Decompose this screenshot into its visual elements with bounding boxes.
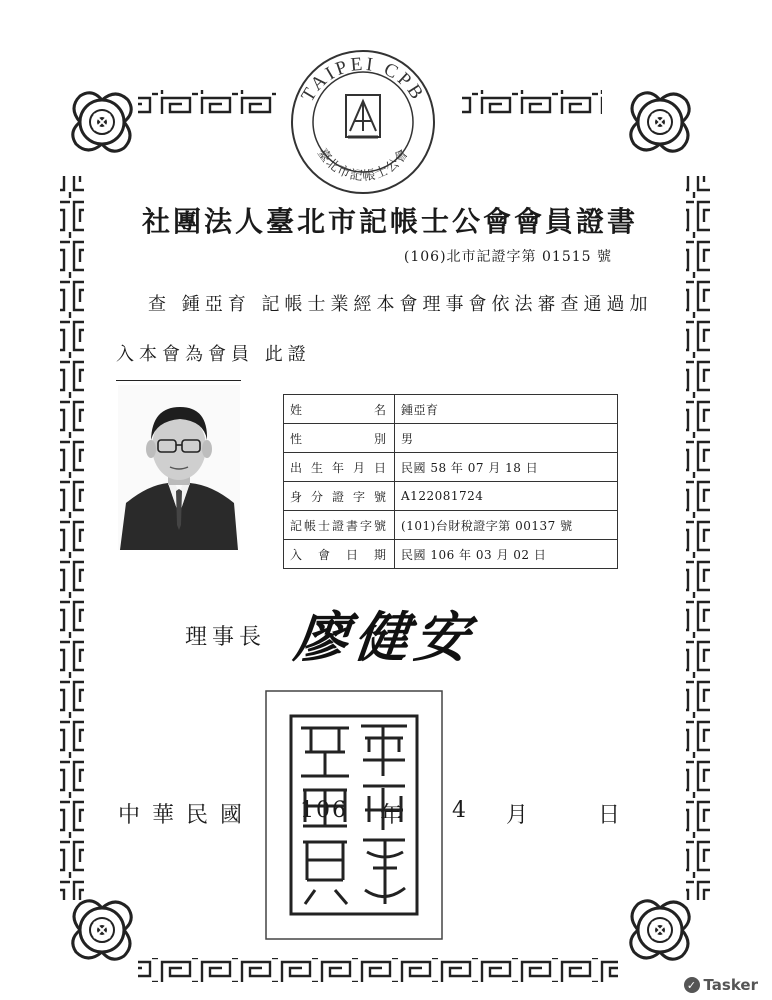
row-label: 出 生 年 月 日 (284, 453, 395, 482)
member-photo (118, 385, 240, 550)
seal-inner-text: 臺北市記帳士公會 (313, 146, 413, 185)
gender-value: 男 (395, 424, 618, 453)
row-label: 記帳士證書字號 (284, 511, 395, 540)
table-row (284, 453, 618, 482)
date-day-unit: 日 (598, 803, 621, 828)
svg-text:臺北市記帳士公會 (314, 145, 412, 184)
tasker-logo-icon: ✓ (684, 977, 700, 993)
date-year: 106 (300, 798, 348, 823)
watermark (684, 976, 759, 994)
chairman-signature: 廖健安 (291, 605, 478, 669)
table-row (284, 395, 618, 424)
body-text-line-1: 查 鍾亞育 記帳士業經本會理事會依法審查通過加 (148, 294, 653, 315)
row-label: 入 會 日 期 (284, 540, 395, 569)
body-text-line-2: 入本會為會員 此證 (116, 344, 311, 365)
member-info-table (283, 394, 618, 569)
name-value: 鍾亞育 (395, 395, 618, 424)
association-seal-text (288, 47, 438, 197)
chairman-label: 理事長 (185, 625, 267, 650)
date-month: 4 (452, 798, 466, 823)
id-number-value: A122081724 (395, 482, 618, 511)
table-row (284, 511, 618, 540)
license-number-value: (101)台財稅證字第 00137 號 (395, 511, 618, 540)
row-label: 身 分 證 字 號 (284, 482, 395, 511)
table-row (284, 424, 618, 453)
row-label: 性 別 (284, 424, 395, 453)
watermark-text: Tasker (703, 976, 758, 994)
date-year-unit: 年 (380, 803, 403, 828)
table-row (284, 482, 618, 511)
join-date-value: 民國 106 年 03 月 02 日 (395, 540, 618, 569)
date-prefix: 中華民國 (118, 803, 255, 828)
birth-date-value: 民國 58 年 07 月 18 日 (395, 453, 618, 482)
divider-line (116, 380, 241, 381)
table-row (284, 540, 618, 569)
official-stamp (265, 690, 443, 940)
date-month-unit: 月 (506, 803, 529, 828)
certificate-title: 社團法人臺北市記帳士公會會員證書 (141, 205, 638, 238)
seal-outer-text: TAIPEI CPB (297, 53, 429, 106)
row-label: 姓 名 (284, 395, 395, 424)
svg-text:TAIPEI CPB (297, 54, 428, 106)
certificate-number: (106)北市記證字第 01515 號 (403, 249, 612, 265)
